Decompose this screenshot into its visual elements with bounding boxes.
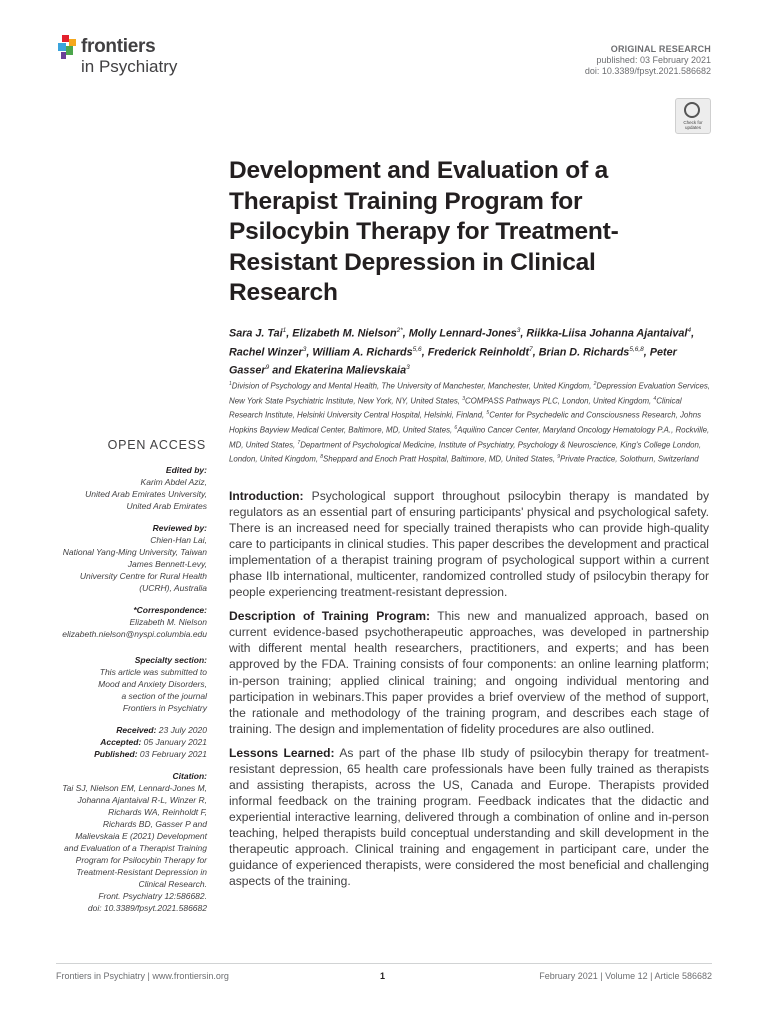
abstract-description: Description of Training Program: This new and manualized approach, based on current evidence-based psychotherapeutic approaches, was developed in partnership with different mental health researchers, practitioners, and experts; and has been approved by the FDA. Training consists of four components: an online learning platform; in-person training; applied clinical training; and ongoing individual mentoring and participation in webinars.This paper provides a brief overview of the method of support, the rationale and methodology of the training program, and describes each stage of training. The design and implementation of fidelity procedures are also outlined.: [229, 609, 709, 736]
author-separator: ,: [691, 327, 695, 340]
author-list: [229, 323, 709, 379]
affiliation-text: COMPASS Pathways PLC, London, United Kingdom,: [464, 396, 654, 406]
author-affiliation-ref: 3: [406, 364, 410, 372]
author-separator: ,: [520, 327, 527, 340]
affiliation-text: Private Practice, Solothurn, Switzerland: [560, 454, 699, 464]
author-affiliation-ref: 3: [516, 327, 521, 334]
article-sidebar: [30, 464, 207, 924]
author-separator: ,: [421, 346, 428, 359]
affiliation-number: 6: [454, 424, 458, 431]
affiliation-text: Center for Psychedelic and Consciousness Research, Johns Hopkins Bayview Medical Center, Baltimore, MD, United States,: [229, 410, 702, 435]
author-name[interactable]: Rachel Winzer: [229, 346, 303, 359]
footer-article-info: February 2021 | Volume 12 | Article 586682: [539, 971, 712, 981]
published-date: published: 03 February 2021: [596, 55, 711, 65]
affiliation-number: 9: [557, 454, 561, 461]
affiliation-text: Clinical Research Institute, Helsinki University Central Hospital, Helsinki, Finland,: [229, 396, 682, 420]
correspondence: *Correspondence: Elizabeth M. Nielson elizabeth.nielson@nyspi.columbia.edu: [30, 604, 207, 640]
abstract-lessons: Lessons Learned: As part of the phase IIb study of psilocybin therapy for treatment-resistant depression, 65 health care professionals have been fully trained as therapists and assisting therapists, across the US, Canada and Europe. Therapists provided informal feedback on the training program. Feedback indicates that the didactic and experiential interactive learning, delivered through a combination of online and in-person teaching, helped therapists build conceptual understanding and skill development in the therapeutic approach. Clinical training and engagement in participant care, under the guidance of experienced therapists, were considered the most beneficial and challenging aspects of the training.: [229, 745, 710, 889]
author-name[interactable]: Elizabeth M. Nielson: [292, 327, 397, 340]
author-separator: ,: [306, 346, 313, 359]
author-affiliation-ref: 3: [302, 345, 307, 353]
author-separator: ,: [286, 327, 293, 340]
affiliation-number: 8: [320, 454, 324, 461]
author-name[interactable]: William A. Richards: [312, 346, 413, 359]
author-affiliation-ref: 5,6,8: [629, 345, 644, 353]
author-name[interactable]: Peter Gasser: [229, 346, 677, 377]
check-for-updates-badge[interactable]: [675, 98, 711, 134]
author-name[interactable]: Molly Lennard-Jones: [408, 327, 517, 340]
author-affiliation-ref: 1: [282, 327, 287, 334]
affiliation-number: 2: [593, 381, 597, 387]
edited-by: Edited by: Karim Abdel Aziz, United Arab Emirates University, United Arab Emirates: [85, 465, 207, 511]
abstract: [229, 488, 709, 897]
author-name[interactable]: Riikka-Liisa Johanna Ajantaival: [526, 327, 688, 340]
author-separator: ,: [532, 346, 539, 359]
correspondence-email[interactable]: elizabeth.nielson@nyspi.columbia.edu: [62, 629, 207, 639]
article-type: ORIGINAL RESEARCH: [610, 44, 711, 54]
article-dates: Received: 23 July 2020 Accepted: 05 January 2021 Published: 03 February 2021: [94, 725, 207, 759]
reviewed-by: Reviewed by: Chien-Han Lai, National Yang-Ming University, Taiwan James Bennett-Levy, University Centre for Rural Health (UCRH), Australia: [62, 523, 207, 593]
affiliation-number: 3: [462, 395, 465, 402]
author-name[interactable]: Sara J. Tai: [229, 327, 283, 340]
journal-name: in Psychiatry: [81, 57, 178, 76]
author-separator: ,: [402, 327, 409, 340]
article-title: Development and Evaluation of a Therapist Training Program for Psilocybin Therapy for Treatment-Resistant Depression in Clinical Research: [229, 157, 619, 306]
author-affiliation-ref: 9: [265, 364, 270, 372]
author-affiliation-ref: 7: [529, 345, 533, 353]
affiliation-number: 5: [486, 410, 490, 417]
affiliation-number: 4: [653, 395, 657, 402]
affiliations: [229, 378, 711, 466]
affiliation-text: Division of Psychology and Mental Health, The University of Manchester, Manchester, United Kingdom,: [231, 381, 594, 391]
author-affiliation-ref: 4: [687, 327, 692, 334]
open-access-label: OPEN ACCESS: [107, 438, 206, 452]
author-name[interactable]: Ekaterina Malievskaia: [294, 364, 407, 377]
author-name[interactable]: Brian D. Richards: [538, 346, 630, 359]
article-doi[interactable]: doi: 10.3389/fpsyt.2021.586682: [584, 66, 711, 76]
affiliation-text: Depression Evaluation Services, New York State Psychiatric Institute, New York, NY, United States,: [229, 381, 710, 406]
author-separator: ,: [643, 346, 650, 359]
journal-logo[interactable]: [56, 33, 226, 83]
affiliation-number: 7: [297, 439, 301, 446]
citation-doi[interactable]: doi: 10.3389/fpsyt.2021.586682: [87, 903, 207, 913]
author-affiliation-ref: 5,6: [412, 345, 422, 353]
affiliation-text: Sheppard and Enoch Pratt Hospital, Baltimore, MD, United States,: [323, 454, 558, 464]
author-affiliation-ref: 2*: [396, 327, 403, 334]
check-icon: [684, 102, 700, 118]
abstract-introduction: Introduction: Psychological support throughout psilocybin therapy is mandated by regulators as an essential part of ensuring participants' physical and psychological safety. There is an increased need for specially trained therapists who can provide high-quality care to participants in clinical studies. This paper describes the development and practical implementation of a therapist training program of psychological support within a current phase IIb international, multicenter, randomized controlled study of psilocybin therapy for people experiencing treatment-resistant depression.: [229, 489, 709, 600]
footer-journal-link[interactable]: Frontiers in Psychiatry | www.frontiersin.org: [56, 971, 229, 981]
article-meta: [585, 44, 711, 77]
frontiers-logo-icon: [58, 35, 80, 61]
publisher-name: frontiers: [81, 36, 156, 57]
footer-divider: [56, 963, 712, 964]
affiliation-text: Department of Psychological Medicine, Institute of Psychiatry, Psychology & Neuroscience, King's College London, London, United Kingdom,: [229, 440, 702, 464]
citation: Citation: Tai SJ, Nielson EM, Lennard-Jones M, Johanna Ajantaival R-L, Winzer R, Richards WA, Reinholdt F, Richards BD, Gasser P and Malievskaia E (2021) Development and Evaluation of a Therapist Training Program for Psilocybin Therapy for Treatment-Resistant Depression in Clinical Research. Front. Psychiatry 12:586682. doi: 10.3389/fpsyt.2021.586682: [30, 770, 207, 914]
author-separator: and: [269, 364, 295, 377]
affiliation-text: Aquilino Cancer Center, Maryland Oncology Hematology P.A., Rockville, MD, United States,: [229, 425, 710, 450]
page-number: 1: [380, 971, 386, 981]
affiliation-number: 1: [229, 381, 232, 387]
specialty-section: Specialty section: This article was submitted to Mood and Anxiety Disorders, a section of the journal Frontiers in Psychiatry: [98, 655, 207, 713]
check-for-updates-label: Check for updates: [683, 120, 703, 130]
author-name[interactable]: Frederick Reinholdt: [427, 346, 530, 359]
